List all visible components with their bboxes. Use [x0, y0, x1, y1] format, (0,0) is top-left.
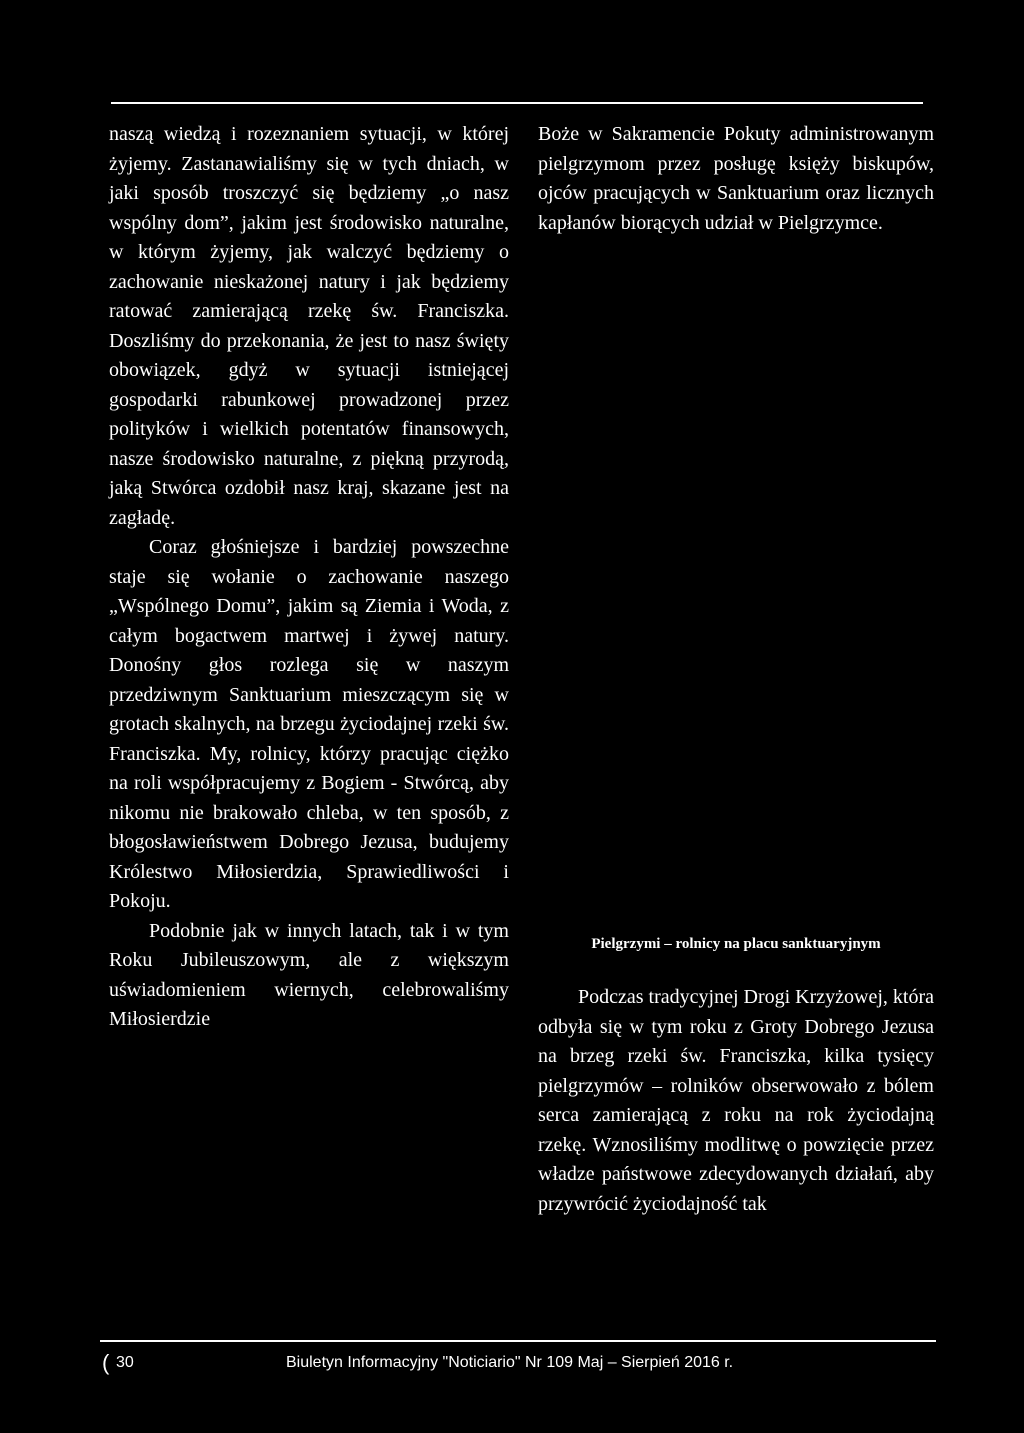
body-paragraph-1: naszą wiedzą i rozeznaniem sytuacji, w której żyjemy. Zastanawialiśmy się w tych dniach, w jaki sposób troszczyć się będziemy „o nasz wspólny dom”, jakim jest środowisko naturalne, w którym żyjemy, jak walczyć będziemy o zachowanie nieskażonej natury i jak będziemy ratować zamierającą rzekę św. Franciszka. Doszliśmy do przekonania, że jest to nasz święty obowiązek, gdyż w sytuacji istniejącej gospodarki rabunkowej prowadzonej przez polityków i wielkich potentatów finansowych, nasze środowisko naturalne, z piękną przyrodą, jaką Stwórca ozdobił nasz kraj, skazane jest na zagładę.	[109, 123, 509, 529]
footer-rule	[100, 1340, 936, 1342]
right-column	[538, 120, 934, 238]
photo-caption: Pielgrzymi – rolnicy na placu sanktuaryjnym	[591, 936, 881, 952]
page-mark: (	[102, 1350, 110, 1375]
body-paragraph-4: Boże w Sakramencie Pokuty administrowanym pielgrzymom przez posługę księży biskupów, ojców pracujących w Sanktuarium oraz licznych kapłanów biorących udział w Pielgrzymce.	[538, 123, 934, 234]
page-number: 30	[116, 1354, 134, 1371]
body-paragraph-5: Podczas tradycyjnej Drogi Krzyżowej, która odbyła się w tym roku z Groty Dobrego Jezusa na brzeg rzeki św. Franciszka, kilka tysięcy pielgrzymów – rolników obserwowało z bólem serca zamierającą z roku na rok życiodajną rzekę. Wznosiliśmy modlitwę o powzięcie przez władze państwowe zdecydowanych działań, aby przywrócić życiodajność tak	[538, 986, 934, 1215]
body-paragraph-2: Coraz głośniejsze i bardziej powszechne staje się wołanie o zachowanie naszego „Wspólnego Domu”, jakim są Ziemia i Woda, z całym bogactwem martwej i żywej natury. Donośny głos rozlega się w naszym przedziwnym Sanktuarium mieszczącym się w grotach skalnych, na brzegu życiodajnej rzeki św. Franciszka. My, rolnicy, którzy pracując ciężko na roli współpracujemy z Bogiem - Stwórcą, aby nikomu nie brakowało chleba, w ten sposób, z błogosławieństwem Dobrego Jezusa, budujemy Królestwo Miłosierdzia, Sprawiedliwości i Pokoju.	[109, 536, 509, 912]
page-footer	[100, 1350, 936, 1376]
right-column-lower	[538, 983, 934, 1219]
body-paragraph-3: Podobnie jak w innych latach, tak i w tym Roku Jubileuszowym, ale z większym uświadomieniem wiernych, celebrowaliśmy Miłosierdzie	[109, 919, 509, 1030]
top-rule	[111, 102, 923, 104]
publication-title: Biuletyn Informacyjny "Noticiario" Nr 109 Maj – Sierpień 2016 r.	[286, 1354, 734, 1371]
left-column	[109, 120, 509, 1035]
